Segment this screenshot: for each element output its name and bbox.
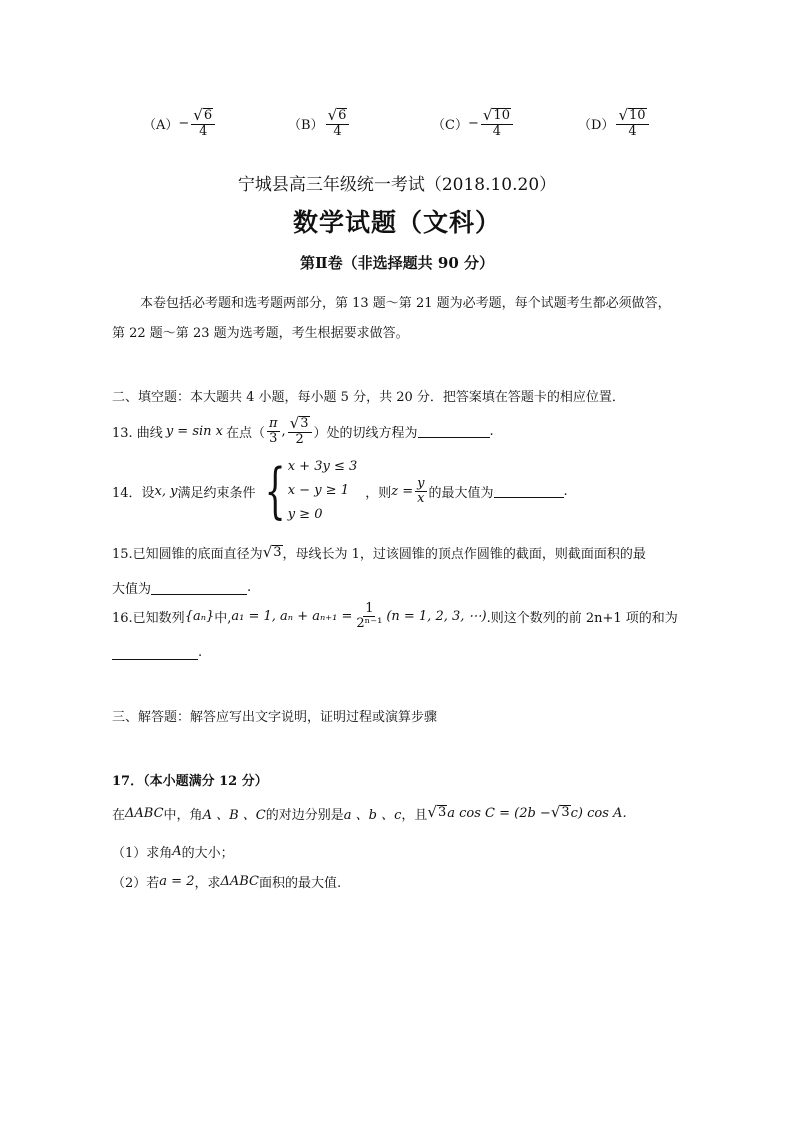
q14-suffix: 的最大值为 xyxy=(428,485,494,501)
denominator: 2 xyxy=(295,431,304,447)
q15-text-c: 大值为 xyxy=(112,582,152,597)
section-solution-heading: 三、解答题：解答应写出文字说明，证明过程或演算步骤 xyxy=(112,710,438,725)
q17-p2-var: a = 2 xyxy=(159,874,195,889)
choice-label: （D） xyxy=(578,117,615,133)
exam-title: 宁城县高三年级统一考试（2018.10.20） xyxy=(237,175,557,195)
q17-p2-b: ，求 xyxy=(194,876,221,891)
radicand: 6 xyxy=(203,108,213,123)
q17-p1-b: 的大小； xyxy=(181,846,234,861)
q17-stem-c: 的对边分别是 xyxy=(265,807,344,823)
q17-sqrt-2: √ 3 xyxy=(550,803,570,822)
question-13: 13. 曲线 y = sin x 在点（ $\frac{\pi}{3}$ , √ 3 2 ）处的切线方程为 . xyxy=(112,413,494,447)
q13-prefix: 13. 曲线 xyxy=(112,425,163,441)
choice-sign: − xyxy=(178,115,190,131)
q14-end: . xyxy=(563,483,568,499)
section-fill-in-heading: 二、填空题：本大题共 4 小题，每小题 5 分，共 20 分．把答案填在答题卡的相应位置． xyxy=(112,390,625,405)
q17-p2-c: 面积的最大值. xyxy=(259,876,342,891)
intro-line-1: 本卷包括必考题和选考题两部分，第 13 题～第 21 题为必考题，每个试题考生都必须做答， xyxy=(140,296,671,311)
q17-equation-a: a cos C = (2b − xyxy=(447,805,551,821)
q17-stem xyxy=(112,800,627,826)
numerator: 1 xyxy=(365,600,374,616)
q16-mid: 中, xyxy=(214,610,232,626)
q15-sqrt: √ 3 xyxy=(262,542,282,561)
radicand: 3 xyxy=(273,544,282,560)
denominator: x xyxy=(417,490,425,506)
q14-constraint-1: x + 3y ≤ 3 xyxy=(287,459,358,474)
numerator: π xyxy=(269,415,278,431)
denominator: 4 xyxy=(492,123,502,139)
q17-p2-a: （2）若 xyxy=(112,876,160,891)
q17-title: 17．（本小题满分 12 分） xyxy=(112,774,268,789)
denominator: 2ⁿ⁻¹ xyxy=(356,615,383,631)
q17-equation-b: c) cos A. xyxy=(570,805,627,821)
q14-constraint-2: x − y ≥ 1 xyxy=(287,483,349,498)
choice-label: （B） xyxy=(288,117,324,133)
q13-suffix: ）处的切线方程为 xyxy=(313,425,418,441)
q17-sqrt: √ 3 xyxy=(427,803,447,822)
choice-c xyxy=(432,108,515,139)
q17-stem-d: ，且 xyxy=(401,807,428,823)
q14-vars: x, y xyxy=(154,483,178,499)
subject-title: 数学试题（文科） xyxy=(292,208,501,237)
q17-triangle: ΔABC xyxy=(125,805,164,821)
q17-sides: a 、b 、c xyxy=(343,807,402,823)
q14-constraints xyxy=(256,455,358,527)
choice-d xyxy=(578,108,651,139)
q16-fraction xyxy=(354,602,384,630)
q13-point-x xyxy=(267,417,280,445)
question-14 xyxy=(112,455,568,527)
choice-sign: − xyxy=(467,115,479,131)
denominator: 4 xyxy=(199,123,208,139)
q13-function: y = sin x xyxy=(165,423,223,439)
q14-prefix: 14．设 xyxy=(112,485,155,501)
denominator: 4 xyxy=(628,123,637,139)
q13-point-y: √ 3 2 xyxy=(288,416,312,447)
q14-constraint-3: y ≥ 0 xyxy=(287,507,323,522)
q16-suffix: .则这个数列的前 2n+1 项的和为 xyxy=(486,610,678,626)
fraction: √ 10 4 xyxy=(616,108,648,139)
q16-end: . xyxy=(198,645,203,660)
q14-mid: 满足约束条件 xyxy=(177,485,256,501)
q17-p2-triangle: ΔABC xyxy=(220,874,260,889)
q16-prefix: 16.已知数列 xyxy=(112,610,185,626)
q14-z-fraction xyxy=(415,477,426,505)
radicand: 3 xyxy=(437,805,447,821)
denominator: 3 xyxy=(269,430,278,446)
radicand: 3 xyxy=(300,415,309,431)
radicand: 10 xyxy=(493,108,510,123)
q13-mid: 在点（ xyxy=(225,425,265,441)
part-title: 第Ⅱ卷（非选择题共 90 分） xyxy=(300,254,494,272)
q13-end: . xyxy=(489,423,494,439)
fraction: √ 6 4 xyxy=(326,108,350,139)
q15-answer-blank xyxy=(151,593,247,595)
q17-part-2 xyxy=(112,872,341,891)
q14-answer-blank xyxy=(494,496,564,498)
q13-answer-blank xyxy=(418,436,490,438)
choice-label: （C） xyxy=(432,117,468,133)
q17-p1-var: A xyxy=(172,844,182,859)
q15-text-b: ，母线长为 1，过该圆锥的顶点作圆锥的截面，则截面面积的最 xyxy=(282,547,646,562)
question-16 xyxy=(112,597,678,635)
denominator: 4 xyxy=(333,123,342,139)
fraction: √ 10 4 xyxy=(481,108,513,139)
intro-line-2: 第 22 题～第 23 题为选考题，考生根据要求做答。 xyxy=(112,326,409,341)
q17-stem-a: 在 xyxy=(112,807,126,823)
numerator: y xyxy=(417,475,425,491)
question-16-line-2 xyxy=(112,645,202,660)
brace-icon: { xyxy=(264,456,286,526)
choice-b xyxy=(288,108,351,139)
fraction: √ 6 4 xyxy=(191,108,215,139)
q14-mid2: ，则 xyxy=(365,485,392,501)
q15-end: . xyxy=(247,580,252,595)
choice-a xyxy=(143,108,217,139)
q16-condition: a₁ = 1, aₙ + aₙ₊₁ = xyxy=(231,608,353,624)
radicand: 10 xyxy=(629,108,646,123)
radicand: 3 xyxy=(561,805,570,821)
q17-part-1 xyxy=(112,842,234,861)
q15-text-a: 15.已知圆锥的底面直径为 xyxy=(112,547,263,562)
q16-range: (n = 1, 2, 3, ⋯) xyxy=(386,608,487,624)
q16-answer-blank xyxy=(112,658,198,660)
q17-stem-b: 中，角 xyxy=(163,807,203,823)
radicand: 6 xyxy=(338,108,347,123)
q17-p1-a: （1）求角 xyxy=(112,846,173,861)
q16-sequence: {aₙ} xyxy=(184,608,215,624)
question-15 xyxy=(112,543,646,562)
choice-label: （A） xyxy=(143,117,179,133)
q17-angles: A 、B 、C xyxy=(202,807,266,823)
q14-z: z = xyxy=(391,483,414,499)
question-15-line-2 xyxy=(112,578,251,597)
